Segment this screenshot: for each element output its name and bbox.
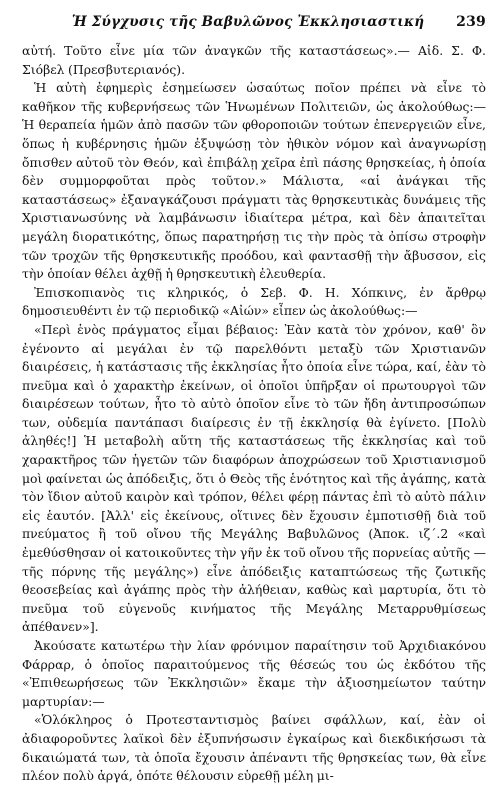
page-header bbox=[22, 14, 486, 30]
paragraph-1: αὐτή. Τοῦτο εἶνε μία τῶν ἀναγκῶν τῆς καταστάσεως».— Αἰδ. Σ. Φ. Σιόβελ (Πρεσβυτεριανός). bbox=[22, 43, 486, 77]
paragraph-4: «Περὶ ἑνὸς πράγματος εἶμαι βέβαιος: Ἐὰν κατὰ τὸν χρόνον, καθ' ὃν ἐγένοντο αἱ μεγάλαι ἐν τῷ παρελθόντι μεταξὺ τῶν Χριστιανῶν διαιρέσεις, ἡ κατάστασις τῆς ἐκκλησίας ἦτο ὁποία εἶνε τώρα, καί, ἐὰν τὸ πνεῦμα καὶ ὁ χαρακτὴρ ἐκείνων, οἱ ὁποῖοι ὑπῆρξαν οἱ πρωτουργοὶ τῶν διαιρέσεων τούτων, ἦτο τὸ αὐτὸ ὁποῖον εἶνε τὸ τῶν ἤδη ἀντιπροσώπων των, οὐδεμία παντάπασι διαίρεσις ἐν τῇ ἐκκλησίᾳ θὰ ἐγίνετο. [Πολὺ ἀληθές!] Ἡ μεταβολὴ αὕτη τῆς καταστάσεως τῆς ἐκκλησίας καὶ τοῦ χαρακτῆρος τῶν ἡγετῶν τῶν διαφόρων ἀποχρώσεων τοῦ Χριστιανισμοῦ μοὶ φαίνεται ὡς ἀπόδειξις, ὅτι ὁ Θεὸς τῆς ἑνότητος καὶ τῆς ἀγάπης, κατὰ τὸν ἴδιον αὐτοῦ καιρὸν καὶ τρόπον, θέλει φέρῃ πάντας ἐπὶ τὸ αὐτὸ πάλιν εἰς ἑαυτόν. [Ἀλλ' εἰς ἐκείνους, οἵτινες δὲν ἔχουσιν ἐμποτισθῇ διὰ τοῦ πνεύματος ἢ τοῦ οἴνου τῆς Μεγάλης Βαβυλῶνος (Ἀποκ. ιζ΄.2 «καὶ ἐμεθύσθησαν οἱ κατοικοῦντες τὴν γῆν ἐκ τοῦ οἴνου τῆς πορνείας αὐτῆς — τῆς πόρνης τῆς μεγάλης») εἶνε ἀπόδειξις καταπτώσεως τῆς ζωτικῆς θεοσεβείας καὶ ἀγάπης πρὸς τὴν ἀλήθειαν, καθὼς καὶ μαρτυρία, ὅτι τὸ πνεῦμα τοῦ εὐγενοῦς κινήματος τῆς Μεγάλης Μεταρρυθμίσεως ἀπέθανεν»]. bbox=[22, 321, 486, 635]
body-text bbox=[22, 42, 486, 786]
page-number: 239 bbox=[456, 14, 486, 30]
book-page bbox=[22, 14, 486, 786]
paragraph-6: «Ὁλόκληρος ὁ Προτεσταντισμὸς βαίνει σφάλλων, καί, ἐὰν οἱ ἀδιαφοροῦντες λαϊκοὶ δὲν ἐξυπνήσωσιν ἐγκαίρως καὶ διεκδικήσωσι τὰ δικαιώματά των, τὰ ὁποῖα ἔχουσιν ἀπέναντι τῆς θρησκείας των, θὰ εἶνε πλέον πολὺ ἀργά, ὁπότε θέλουσιν εὑρεθῇ μέλη μι- bbox=[22, 712, 486, 784]
running-title: Ἡ Σύγχυσις τῆς Βαβυλῶνος Ἐκκλησιαστική bbox=[71, 14, 425, 30]
paragraph-2: Ἡ αὐτὴ ἐφημερὶς ἐσημείωσεν ὡσαύτως ποῖον πρέπει νὰ εἶνε τὸ καθῆκον τῆς κυβερνήσεως τῶν Ἡνωμένων Πολιτειῶν, ὡς ἀκολούθως:— Ἡ θεραπεία ἡμῶν ἀπὸ πασῶν τῶν φθοροποιῶν τούτων ἐπενεργειῶν εἶνε, ὅπως ἡ κυβέρνησις ἡμῶν ἐξυψώσῃ τὸν ἠθικὸν νόμον καὶ ἀναγνωρίσῃ ὄπισθεν αὐτοῦ τὸν Θεόν, καὶ ἐπιβάλῃ χεῖρα ἐπὶ πάσης θρησκείας, ἡ ὁποία δὲν συμμορφοῦται πρὸς τοῦτον.» Μάλιστα, «αἱ ἀνάγκαι τῆς καταστάσεως» ἐξαναγκάζουσι πράγματι τὰς θρησκευτικὰς δυνάμεις τῆς Χριστιανωσύνης νὰ λαμβάνωσιν ἰδιαίτερα μέτρα, καὶ δὲν ἀπαιτεῖται μεγάλη διορατικότης, ὅπως παρατηρήσῃ τις τὴν πρὸς τὰ ὀπίσω στροφὴν τῶν τροχῶν τῆς θρησκευτικῆς προόδου, καὶ φαντασθῇ τὴν ἄβυσσον, εἰς τὴν ὁποίαν θέλει ἀχθῇ ἡ θρησκευτικὴ ἐλευθερία. bbox=[22, 80, 486, 282]
paragraph-5: Ἀκούσατε κατωτέρω τὴν λίαν φρόνιμον παραίτησιν τοῦ Ἀρχιδιακόνου Φάρραρ, ὁ ὁποῖος παραιτούμενος τῆς θέσεώς του ὡς ἐκδότου τῆς «Ἐπιθεωρήσεως τῶν Ἐκκλησιῶν» ἔκαμε τὴν ἀξιοσημείωτον ταύτην μαρτυρίαν:— bbox=[22, 638, 486, 709]
paragraph-3: Ἐπισκοπιανὸς τις κληρικός, ὁ Σεβ. Φ. Η. Χόπκινς, ἐν ἄρθρῳ δημοσιευθέντι ἐν τῷ περιοδικῷ «Αἰών» εἶπεν ὡς ἀκολούθως:— bbox=[22, 284, 486, 319]
